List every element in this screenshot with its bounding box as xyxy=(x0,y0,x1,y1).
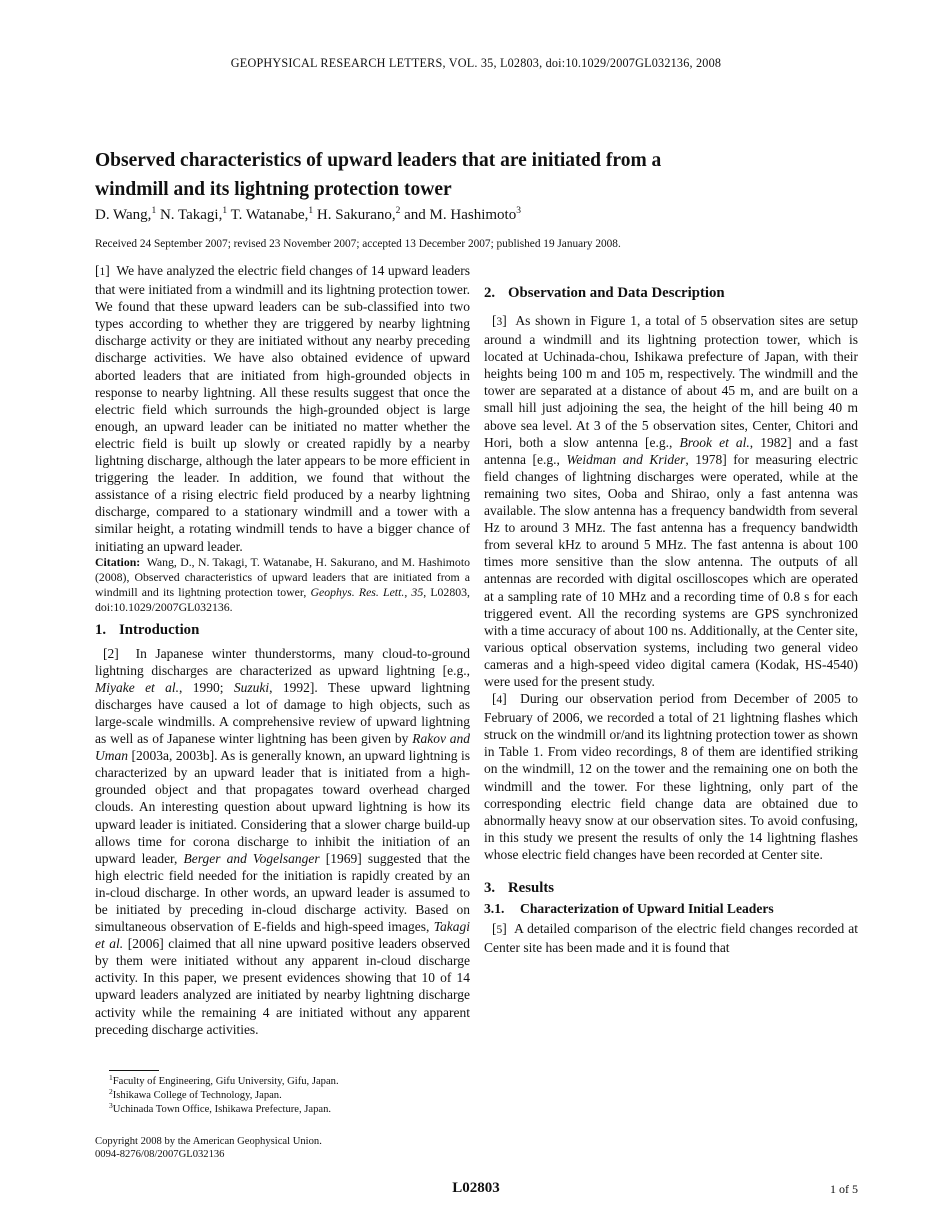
paragraph-5: [5] A detailed comparison of the electric field changes recorded at Center site has been made and it is found that xyxy=(484,921,858,956)
page-number: 1 of 5 xyxy=(830,1182,858,1196)
footnote-3: $^3$Uchinada Town Office, Ishikawa Prefecture, Japan. xyxy=(109,1101,332,1115)
footnote-rule xyxy=(109,1070,159,1071)
author: T. Watanabe,$^1$ xyxy=(230,206,314,223)
issn-line: 0094-8276/08/2007GL032136 xyxy=(95,1149,225,1160)
copyright-line: Copyright 2008 by the American Geophysical Union. xyxy=(95,1136,322,1147)
right-column xyxy=(484,262,858,956)
journal-header: GEOPHYSICAL RESEARCH LETTERS, VOL. 35, L02803, doi:10.1029/2007GL032136, 2008 xyxy=(230,56,722,70)
author: H. Sakurano,$^2$ xyxy=(316,206,401,223)
author: N. Takagi,$^1$ xyxy=(159,206,228,223)
received-dates: Received 24 September 2007; revised 23 November 2007; accepted 13 December 2007; published 19 January 2008. xyxy=(95,238,621,250)
paragraph-3: [3] As shown in Figure 1, a total of 5 observation sites are setup around a windmill and its lightning protection tower, which is located at Uchinada-chou, Ishikawa prefecture of Japan, with their heights being 100 m and 105 m, respectively. The windmill and the tower are separated at a distance of about 45 m, and are built on a small hill just adjoining the sea, the height of the hill being 40 m above sea level. At 3 of the 5 observation sites, Center, Chitori and Hori, both a slow antenna [e.g., Brook et al., 1982] and a fast antenna [e.g., Weidman and Krider, 1978] for measuring electric field changes of lightning discharges were operated, while at the remaining two sites, Ooba and Shirao, only a fast antenna was available. The slow antenna has a frequency bandwidth from several Hz to around 3 MHz. The fast antenna has a frequency bandwidth from several kHz to around 5 MHz. The fast antenna is about 100 times more sensitive than the slow antenna. The outputs of all antennas are recorded with digital oscilloscopes which are operated at a sampling rate of 10 MHz and a recording time of 0.8 s for each triggered event. All the recording systems are GPS synchronized with a time accuracy of about 100 ns. Additionally, at the Center site, various optical observation systems, including two general video cameras and a high-speed video digital camera (Kodak, HS-4540) were used for the present study. xyxy=(484,313,858,689)
paragraph-4: [4] During our observation period from December of 2005 to February of 2006, we recorded a total of 21 lightning flashes which struck on the windmill or/and its lightning protection tower as shown in Table 1. From video recordings, 8 of them are identified striking on the windmill, 12 on the tower and the remaining one on both the windmill and the tower. For these lightning, only part of the corresponding electric field change data are obtained due to abnormally heavy snow at our observation sites. To avoid confusing, in this study we present the results of only the 14 lightning flashes whose electric field changes have been recorded at Center site. xyxy=(484,691,858,862)
subsection-3-1-heading: 3.1. Characterization of Upward Initial Leaders xyxy=(484,901,774,916)
author-list xyxy=(95,207,855,224)
abstract: [1] We have analyzed the electric field changes of 14 upward leaders that were initiated from a windmill and its lightning protection tower. We found that these upward leaders can be sub-classified into two types according to whether they are triggered by nearby lightning discharge activity or they are initiated without any nearby preceding discharge activities. We have also obtained evidence of upward aborted leaders that are initiated from high-grounded objects in response to nearby lightning. All these results suggest that once the electric field which surrounds the high-grounded object is large enough, an upward leader can be initiated no matter whether the electric field is built up slowly or created rapidly by a nearby lightning discharge, although the later appears to be more efficient in triggering the leader. In addition, we found that without the assistance of a rising electric field produced by a nearby lightning discharge, compared to a stationary windmill and a tower with a similar height, a rotating windmill tends to have a bigger chance of initiating an upward leader. xyxy=(95,263,470,554)
title-line-2: windmill and its lightning protection tower xyxy=(95,179,452,200)
citation: Citation: Wang, D., N. Takagi, T. Watanabe, H. Sakurano, and M. Hashimoto (2008), Observed characteristics of upward leaders that are initiated from a windmill and its lightning protection tower, Geophys. Res. Lett., 35, L02803, doi:10.1029/2007GL032136. xyxy=(95,554,470,614)
left-column xyxy=(95,262,470,1038)
footnote-2: $^2$Ishikawa College of Technology, Japan. xyxy=(109,1087,282,1101)
copyright xyxy=(95,1135,465,1161)
title-line-1: Observed characteristics of upward leaders that are initiated from a xyxy=(95,150,662,171)
section-2-heading: 2. Observation and Data Description xyxy=(484,285,725,301)
section-3-heading: 3. Results xyxy=(484,880,555,896)
paper-title xyxy=(95,146,855,204)
footnote-1: $^1$Faculty of Engineering, Gifu University, Gifu, Japan. xyxy=(109,1073,339,1087)
author: and M. Hashimoto$^3$ xyxy=(404,206,521,223)
author: D. Wang,$^1$ xyxy=(95,206,157,223)
section-1-heading: 1. Introduction xyxy=(95,621,200,638)
article-id: L02803 xyxy=(452,1180,500,1196)
paragraph-2: [2] In Japanese winter thunderstorms, many cloud-to-ground lightning discharges are characterized as upward lightning [e.g., Miyake et al., 1990; Suzuki, 1992]. These upward lightning discharges have caused a lot of damage to high objects, such as large-scale windmills. A comprehensive review of upward lightning as well as of Japanese winter lightning has been given by Rakov and Uman [2003a, 2003b]. As is generally known, an upward lightning is characterized by an upward leader that is initiated from a high-grounded object and that propagates toward overhead charged clouds. An interesting question about upward lightning is how its upward leader is initiated. Considering that a slower charge build-up allows time for corona discharge to inhibit the initiation of an upward leader, Berger and Vogelsanger [1969] suggested that the high electric field needed for the initiation is rapidly created by an in-cloud discharge. In other words, an upward leader is assumed to be initiated by preceding in-cloud discharge activity. Based on simultaneous observation of E-fields and high-speed images, Takagi et al. [2006] claimed that all nine upward positive leaders observed by them were initiated without any apparent in-cloud discharge activity. In this paper, we present evidences showing that 10 of 14 upward leaders analyzed are initiated by nearby lightning discharge activity while the remaining 4 are initiated without any apparent preceding discharge activities. xyxy=(95,645,471,1037)
